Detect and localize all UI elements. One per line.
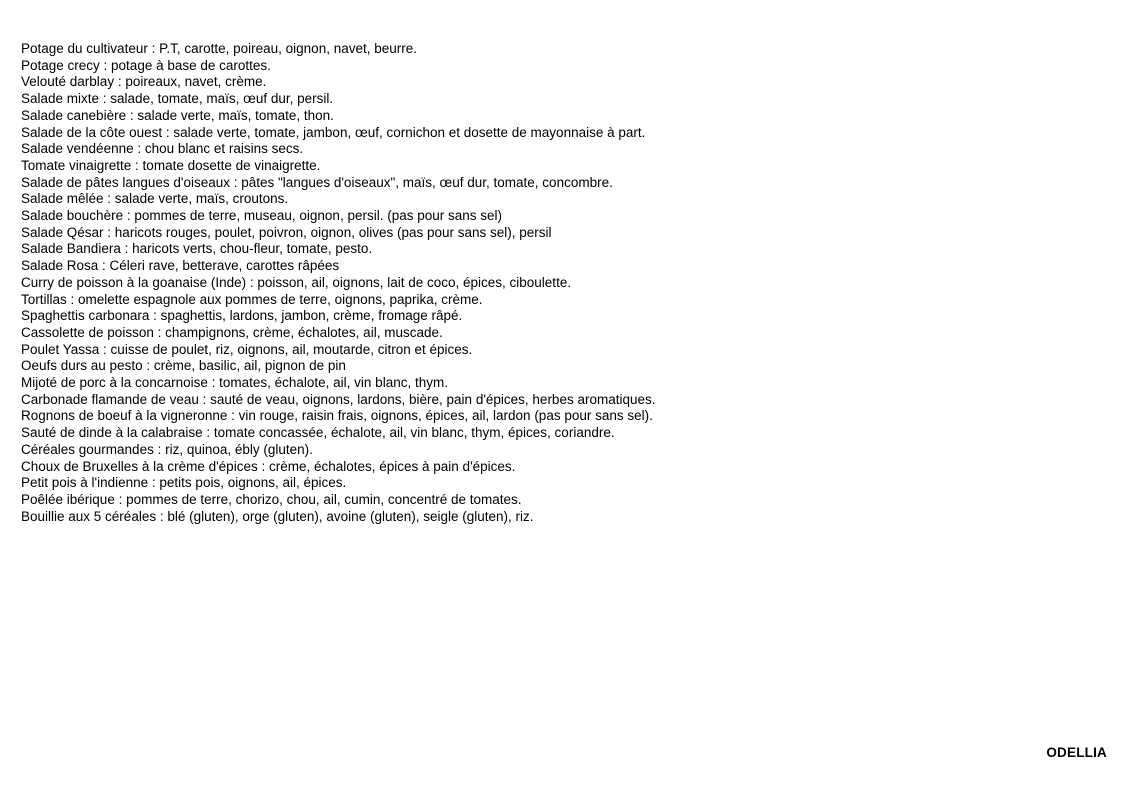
list-item: Mijoté de porc à la concarnoise : tomates, échalote, ail, vin blanc, thym. (21, 375, 448, 391)
list-item: Poulet Yassa : cuisse de poulet, riz, oignons, ail, moutarde, citron et épices. (21, 341, 473, 357)
list-item: Salade canebière : salade verte, maïs, tomate, thon. (21, 107, 334, 123)
list-item: Potage crecy : potage à base de carottes. (21, 57, 271, 73)
list-item: Potage du cultivateur : P.T, carotte, poireau, oignon, navet, beurre. (21, 41, 418, 56)
list-item: Salade mêlée : salade verte, maïs, croutons. (21, 191, 289, 207)
list-item: Poêlée ibérique : pommes de terre, chorizo, chou, ail, cumin, concentré de tomates. (21, 491, 522, 507)
list-item: Rognons de boeuf à la vigneronne : vin rouge, raisin frais, oignons, épices, ail, lardon (pas pour sans sel). (21, 408, 653, 424)
list-item: Salade Bandiera : haricots verts, chou-fleur, tomate, pesto. (21, 241, 373, 257)
list-item: Céréales gourmandes : riz, quinoa, ébly (gluten). (21, 441, 313, 457)
list-item: Salade Qésar : haricots rouges, poulet, poivron, oignon, olives (pas pour sans sel), persil (21, 224, 552, 240)
list-item: Curry de poisson à la goanaise (Inde) : poisson, ail, oignons, lait de coco, épices, ciboulette. (21, 274, 572, 290)
list-item: Velouté darblay : poireaux, navet, crème. (21, 74, 267, 90)
list-item: Tomate vinaigrette : tomate dosette de vinaigrette. (21, 157, 321, 173)
list-item: Cassolette de poisson : champignons, crème, échalotes, ail, muscade. (21, 324, 443, 340)
list-item: Salade de la côte ouest : salade verte, tomate, jambon, œuf, cornichon et dosette de mayonnaise à part. (21, 124, 646, 140)
list-item: Salade bouchère : pommes de terre, museau, oignon, persil. (pas pour sans sel) (21, 208, 503, 224)
list-item: Tortillas : omelette espagnole aux pommes de terre, oignons, paprika, crème. (21, 291, 483, 307)
list-item: Sauté de dinde à la calabraise : tomate concassée, échalote, ail, vin blanc, thym, épices, coriandre. (21, 425, 615, 441)
list-item: Oeufs durs au pesto : crème, basilic, ail, pignon de pin (21, 358, 346, 374)
brand-name: ODELLIA (1046, 745, 1107, 760)
list-item: Choux de Bruxelles à la crème d'épices : crème, échalotes, épices à pain d'épices. (21, 458, 516, 474)
list-item: Bouillie aux 5 céréales : blé (gluten), orge (gluten), avoine (gluten), seigle (gluten), riz. (21, 508, 534, 524)
list-item: Spaghettis carbonara : spaghettis, lardons, jambon, crème, fromage râpé. (21, 308, 463, 324)
list-item: Salade Rosa : Céleri rave, betterave, carottes râpées (21, 258, 340, 274)
list-item: Salade mixte : salade, tomate, maïs, œuf dur, persil. (21, 91, 334, 107)
dish-list (21, 41, 656, 525)
list-item: Salade vendéenne : chou blanc et raisins secs. (21, 141, 304, 157)
list-item: Carbonade flamande de veau : sauté de veau, oignons, lardons, bière, pain d'épices, herbes aromatiques. (21, 391, 656, 407)
list-item: Salade de pâtes langues d'oiseaux : pâtes "langues d'oiseaux", maïs, œuf dur, tomate, concombre. (21, 174, 613, 190)
list-item: Petit pois à l'indienne : petits pois, oignons, ail, épices. (21, 475, 347, 491)
